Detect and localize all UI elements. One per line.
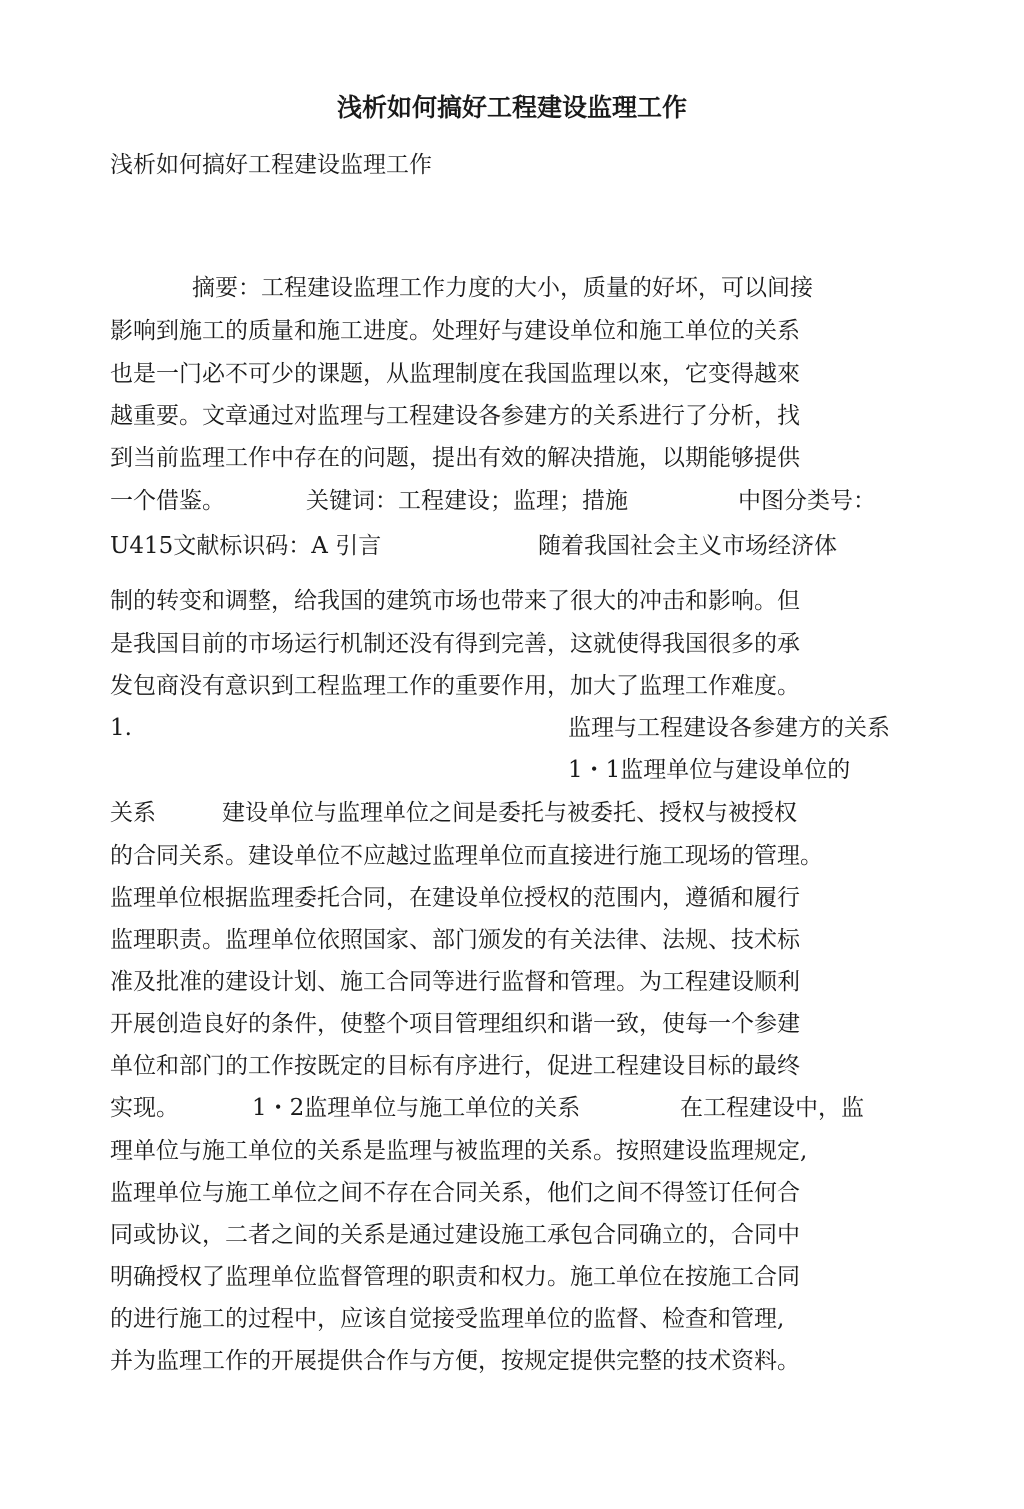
text-line: 的合同关系。建设单位不应越过监理单位而直接进行施工现场的管理。 (110, 843, 823, 869)
text-segment: 随着我国社会主义市场经济体 (538, 533, 837, 559)
text-line: 摘要：工程建设监理工作力度的大小，质量的好坏，可以间接 (192, 275, 813, 301)
text-line: 监理单位根据监理委托合同，在建设单位授权的范围内，遵循和履行 (110, 885, 800, 911)
text-line-composite (110, 483, 890, 519)
text-line-composite (110, 528, 890, 564)
text-line: 到当前监理工作中存在的问题，提出有效的解决措施，以期能够提供 (110, 445, 800, 471)
section-title: 监理与工程建设各参建方的关系 (568, 715, 890, 741)
text-line: 并为监理工作的开展提供合作与方便，按规定提供完整的技术资料。 (110, 1348, 800, 1374)
text-line: 发包商没有意识到工程监理工作的重要作用，加大了监理工作难度。 (110, 673, 800, 699)
text-segment: 建设单位与监理单位之间是委托与被委托、授权与被授权 (222, 800, 797, 826)
document-title: 浅析如何搞好工程建设监理工作 (336, 93, 687, 122)
text-line: 是我国目前的市场运行机制还没有得到完善，这就使得我国很多的承 (110, 631, 800, 657)
text-line: 开展创造良好的条件，使整个项目管理组织和谐一致，使每一个参建 (110, 1011, 800, 1037)
text-line: 影响到施工的质量和施工进度。处理好与建设单位和施工单位的关系 (110, 318, 800, 344)
subsection-heading-end: 关系 (110, 800, 156, 826)
text-line: 也是一门必不可少的课题，从监理制度在我国监理以來，它变得越來 (110, 361, 800, 387)
subsection-heading: 1・2监理单位与施工单位的关系 (252, 1095, 581, 1121)
document-subtitle: 浅析如何搞好工程建设监理工作 (110, 152, 432, 178)
text-segment: 一个借鉴。 (110, 488, 225, 514)
text-line-composite (110, 795, 890, 831)
text-segment: 实现。 (110, 1095, 179, 1121)
text-line: 同或协议，二者之间的关系是通过建设施工承包合同确立的，合同中 (110, 1222, 800, 1248)
section-heading (110, 710, 910, 746)
text-line: 准及批准的建设计划、施工合同等进行监督和管理。为工程建设顺利 (110, 969, 800, 995)
text-line: 的进行施工的过程中，应该自觉接受监理单位的监督、检查和管理, (110, 1306, 785, 1332)
section-number: 1. (110, 715, 132, 741)
text-line: 监理单位与施工单位之间不存在合同关系，他们之间不得签订任何合 (110, 1180, 800, 1206)
text-line: 单位和部门的工作按既定的目标有序进行，促进工程建设目标的最终 (110, 1053, 800, 1079)
classification-label: 中图分类号： (738, 488, 876, 514)
subsection-heading: 1・1监理单位与建设单位的 (568, 757, 851, 783)
classification-code: U415文献标识码：A 引言 (110, 533, 382, 559)
text-line: 制的转变和调整，给我国的建筑市场也带来了很大的冲击和影响。但 (110, 588, 800, 614)
text-line: 监理职责。监理单位依照国家、部门颁发的有关法律、法规、技术标 (110, 927, 800, 953)
text-segment: 在工程建设中，监 (680, 1095, 864, 1121)
text-line: 理单位与施工单位的关系是监理与被监理的关系。按照建设监理规定, (110, 1138, 808, 1164)
text-line: 明确授权了监理单位监督管理的职责和权力。施工单位在按施工合同 (110, 1264, 800, 1290)
text-line: 越重要。文章通过对监理与工程建设各参建方的关系进行了分析，找 (110, 403, 800, 429)
text-line-composite (110, 1090, 900, 1126)
keywords: 关键词：工程建设；监理；措施 (306, 488, 628, 514)
